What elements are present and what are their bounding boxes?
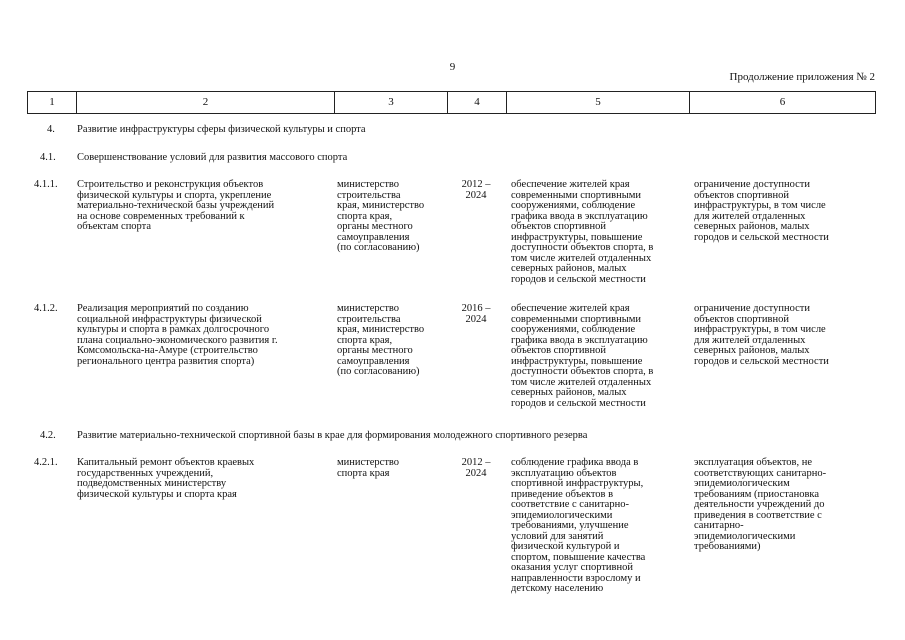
row-number: 4.1.1.	[34, 179, 58, 190]
column-number-3: 3	[335, 92, 448, 114]
risk-consequence: эксплуатация объектов, не соответствующих санитарно- эпидемиологическим требованиям (приостановка деятельности учреждений до приведения в соответствие с санитарно- эпидемиологическими требованиями)	[694, 457, 827, 552]
column-number-5: 5	[507, 92, 690, 114]
executor: министерство строительства края, министерство спорта края, органы местного самоуправления (по согласованию)	[337, 303, 425, 377]
measure-name: Реализация мероприятий по созданию социальной инфраструктуры физической культуры и спорта в рамках долгосрочного плана социально-экономического развития г. Комсомольска-на-Амуре (строительство регионального центра развития спорта)	[77, 303, 278, 367]
expected-result: соблюдение графика ввода в эксплуатацию объектов спортивной инфраструктуры, приведение объектов в соответствие с санитарно- эпидемиологическими требованиями, улучшение условий для занятий физической культурой и спортом, повышение качества оказания услуг спортивной направленности взрослому и детскому населению	[511, 457, 646, 594]
column-number-4: 4	[448, 92, 507, 114]
risk-consequence: ограничение доступности объектов спортивной инфраструктуры, в том числе для жителей отдаленных северных районов, малых городов и сельской местности	[694, 303, 829, 367]
row-number: 4.1.2.	[34, 303, 58, 314]
risk-consequence: ограничение доступности объектов спортивной инфраструктуры, в том числе для жителей отдаленных северных районов, малых городов и сельской местности	[694, 179, 829, 243]
executor: министерство строительства края, министерство спорта края, органы местного самоуправления (по согласованию)	[337, 179, 425, 253]
period: 2012 – 2024	[461, 179, 491, 201]
expected-result: обеспечение жителей края современными спортивными сооружениями, соблюдение графика ввода в эксплуатацию объектов спортивной инфраструктуры, повышение доступности объектов спорта, в том числе жителей отдаленных северных районов, малых городов и сельской местности	[511, 303, 654, 409]
period: 2012 – 2024	[461, 457, 491, 479]
measure-name: Капитальный ремонт объектов краевых государственных учреждений, подведомственных министерству физической культуры и спорта края	[77, 457, 255, 500]
section-title: Развитие инфраструктуры сферы физической культуры и спорта	[77, 124, 366, 135]
section-number: 4.1.	[40, 152, 56, 163]
section-title: Совершенствование условий для развития массового спорта	[77, 152, 348, 163]
period: 2016 – 2024	[461, 303, 491, 325]
column-number-1: 1	[28, 92, 77, 114]
section-title: Развитие материально-технической спортивной базы в крае для формирования молодежного спортивного резерва	[77, 430, 588, 441]
column-number-2: 2	[77, 92, 335, 114]
expected-result: обеспечение жителей края современными спортивными сооружениями, соблюдение графика ввода в эксплуатацию объектов спортивной инфраструктуры, повышение доступности объектов спорта, в том числе жителей отдаленных северных районов, малых городов и сельской местности	[511, 179, 654, 285]
column-header-row	[27, 91, 876, 114]
section-number: 4.	[47, 124, 55, 135]
measure-name: Строительство и реконструкция объектов физической культуры и спорта, укрепление материально-технической базы учреждений на основе современных требований к объектам спорта	[77, 179, 275, 232]
continuation-label: Продолжение приложения № 2	[729, 71, 875, 83]
section-number: 4.2.	[40, 430, 56, 441]
page-number: 9	[449, 61, 456, 73]
row-number: 4.2.1.	[34, 457, 58, 468]
column-number-6: 6	[690, 92, 876, 114]
executor: министерство спорта края	[337, 457, 400, 479]
